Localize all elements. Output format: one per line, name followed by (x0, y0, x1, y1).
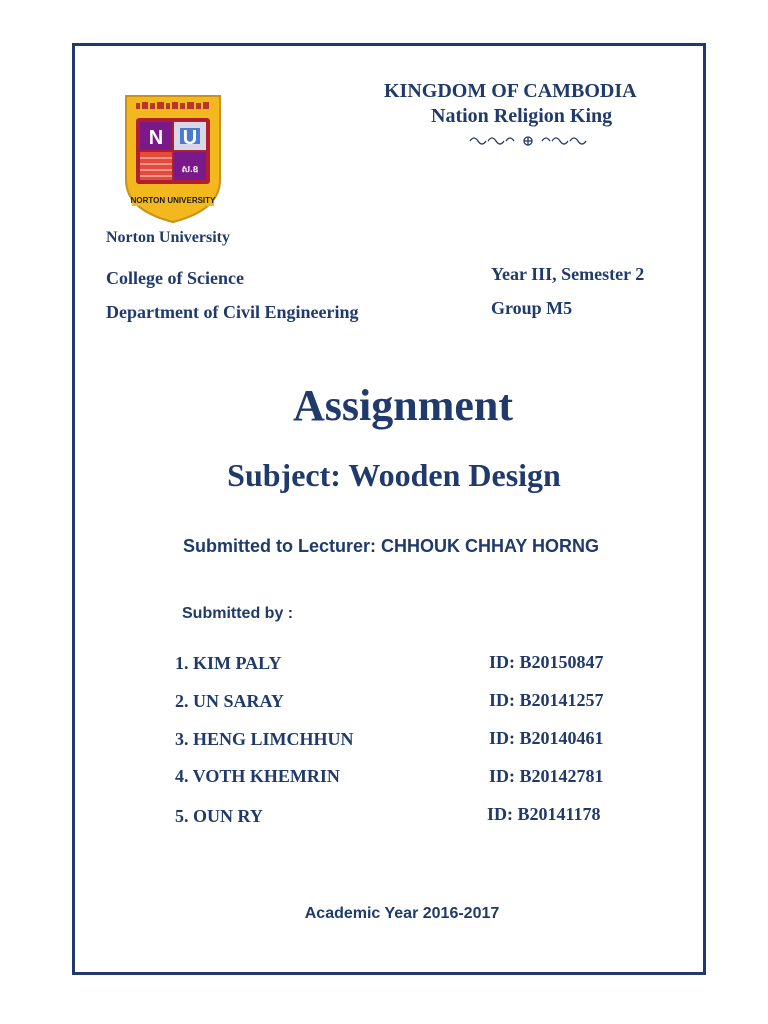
academic-year: Academic Year 2016-2017 (304, 905, 500, 922)
kingdom-heading: KINGDOM OF CAMBODIA (384, 80, 637, 102)
group-label: Group M5 (491, 298, 573, 318)
ornament-divider-icon (468, 134, 588, 148)
university-name: Norton University (106, 229, 230, 246)
motto: Nation Religion King (431, 105, 613, 127)
member-name: 2. UN SARAY (175, 691, 284, 711)
svg-text:U: U (182, 127, 198, 149)
svg-text:NORTON UNIVERSITY: NORTON UNIVERSITY (130, 196, 216, 205)
college-name: College of Science (106, 268, 244, 288)
member-name: 4. VOTH KHEMRIN (175, 766, 340, 786)
submitted-by-label: Submitted by : (182, 605, 294, 622)
member-id: ID: B20141178 (487, 804, 601, 824)
department-name: Department of Civil Engineering (106, 302, 359, 322)
svg-text:N: N (148, 127, 164, 149)
subject-title: Subject: Wooden Design (227, 457, 561, 493)
page-title: Assignment (292, 381, 514, 430)
svg-text:ស.ឧ: ស.ឧ (181, 164, 199, 174)
member-id: ID: B20140461 (489, 728, 604, 748)
member-name: 3. HENG LIMCHHUN (175, 729, 354, 749)
submitted-to-lecturer: Submitted to Lecturer: CHHOUK CHHAY HORNG (182, 536, 600, 556)
member-id: ID: B20141257 (489, 690, 604, 710)
member-id: ID: B20150847 (489, 652, 604, 672)
member-name: 1. KIM PALY (175, 653, 282, 673)
year-semester: Year III, Semester 2 (491, 264, 645, 284)
norton-university-crest-icon (122, 92, 224, 224)
member-id: ID: B20142781 (489, 766, 604, 786)
member-name: 5. OUN RY (175, 806, 263, 826)
